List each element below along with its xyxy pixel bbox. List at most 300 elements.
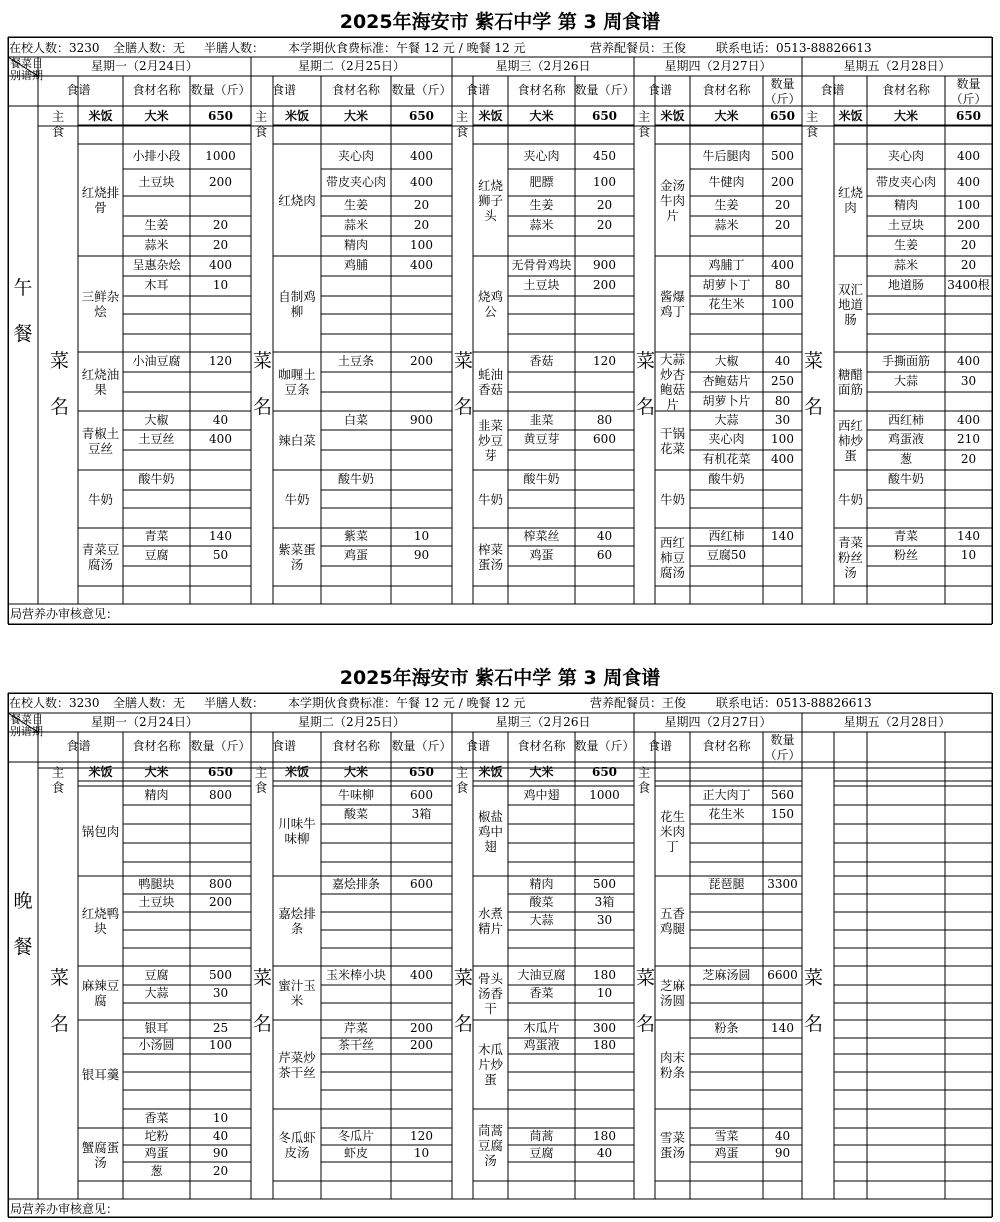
staple-dish: 米饭 [88, 765, 113, 779]
ingredient-name: 葱 [899, 452, 913, 466]
ingredient-name: 地道肠 [887, 278, 925, 292]
ingredient-qty: 120 [209, 354, 232, 368]
dish-name: 银耳羹 [81, 1066, 120, 1082]
ingredient-qty: 40 [774, 354, 791, 368]
ingredient-name: 肥膘 [529, 174, 554, 189]
dish-name: 五香鸡腿 [659, 906, 685, 936]
ingredient-name: 木瓜片 [523, 1021, 560, 1035]
ingredient-qty: 300 [593, 1021, 616, 1035]
ingredient-name: 豆腐50 [706, 548, 747, 562]
col-header-qty: 数量（斤） [574, 83, 635, 97]
dish-name: 川味牛味柳 [278, 816, 316, 846]
ingredient-name: 有机花菜 [702, 452, 751, 466]
info-field: 全膳人数：无 [113, 41, 186, 55]
dish-name: 辣白菜 [278, 433, 316, 448]
ingredient-name: 酸牛奶 [138, 472, 175, 486]
ingredient-name: 酸菜 [529, 895, 554, 909]
dish-name: 肉末粉条 [659, 1049, 685, 1080]
review-label: 局营养办审核意见： [10, 1202, 119, 1216]
review-label: 局营养办审核意见： [10, 607, 119, 621]
col-header-recipe: 食谱 [647, 739, 673, 753]
meal-label: 晚餐 [13, 890, 33, 958]
staple-label: 主食 [455, 765, 469, 795]
col-header-qty: 数量（斤） [391, 83, 452, 97]
ingredient-name: 夹心肉 [708, 432, 745, 446]
dish-name: 紫菜蛋汤 [278, 542, 316, 572]
ingredient-qty: 20 [774, 198, 791, 212]
col-header-ingredient: 食材名称 [517, 83, 566, 97]
ingredient-qty: 40 [212, 412, 229, 427]
dish-name: 麻辣豆腐 [81, 978, 120, 1008]
ingredient-name: 生姜 [343, 198, 369, 212]
ingredient-name: 榨菜丝 [523, 529, 560, 543]
ingredient-name: 冬瓜片 [337, 1128, 375, 1143]
col-header-recipe: 食谱 [271, 83, 297, 97]
ingredient-name: 胡萝卜丁 [702, 278, 751, 292]
day-header: 星期三（2月26日 [495, 715, 591, 729]
ingredient-name: 坨粉 [144, 1128, 169, 1143]
ingredient-name: 花生米 [708, 297, 745, 311]
ingredient-name: 小油豆腐 [132, 354, 181, 368]
col-header-recipe: 食谱 [66, 83, 91, 97]
dish-name: 青菜豆腐汤 [81, 542, 120, 572]
ingredient-qty: 100 [593, 174, 616, 189]
day-header: 星期五（2月28日） [843, 715, 951, 729]
ingredient-name: 蒜米 [893, 258, 919, 272]
ingredient-name: 生姜 [144, 218, 169, 232]
meal-label: 午餐 [13, 277, 33, 345]
dish-name: 花生米肉丁 [659, 808, 685, 854]
ingredient-qty: 20 [212, 1163, 229, 1178]
dish-name: 雪菜蛋汤 [659, 1130, 685, 1160]
ingredient-qty: 90 [774, 1145, 791, 1160]
ingredient-name: 大蒜 [714, 412, 739, 427]
ingredient-qty: 200 [593, 278, 616, 292]
ingredient-name: 青菜 [893, 529, 919, 543]
col-header-ingredient: 食材名称 [331, 83, 381, 97]
info-field: 营养配餐员：王俊 [590, 41, 687, 55]
ingredient-qty: 400 [410, 258, 433, 272]
staple-qty: 650 [408, 109, 435, 123]
col-header-ingredient: 食材名称 [132, 739, 181, 753]
ingredient-qty: 40 [596, 1145, 613, 1160]
ingredient-name: 精肉 [343, 238, 369, 252]
ingredient-name: 酸牛奶 [337, 472, 375, 486]
staple-ingredient: 大米 [714, 109, 739, 123]
ingredient-qty: 100 [410, 238, 433, 252]
ingredient-qty: 30 [596, 913, 613, 927]
dish-name: 水煮精片 [477, 906, 503, 936]
ingredient-qty: 200 [209, 174, 232, 189]
ingredient-qty: 30 [212, 986, 229, 1000]
dish-name: 咖喱土豆条 [278, 366, 316, 397]
ingredient-qty: 400 [957, 174, 980, 189]
staple-dish: 米饭 [478, 109, 503, 123]
staple-qty: 650 [207, 765, 234, 779]
ingredient-qty: 200 [410, 1021, 433, 1035]
ingredient-name: 芹菜 [343, 1021, 369, 1035]
ingredient-name: 酸菜 [343, 806, 369, 821]
ingredient-name: 小排小段 [132, 148, 181, 163]
ingredient-name: 蒜米 [529, 218, 554, 232]
ingredient-name: 蒜米 [144, 238, 169, 252]
dish-label: 菜名 [804, 350, 824, 418]
ingredient-name: 鸡蛋液 [523, 1038, 560, 1052]
ingredient-qty: 900 [410, 412, 433, 427]
col-header-qty: 数量（斤） [190, 739, 251, 753]
ingredient-name: 白菜 [343, 412, 369, 427]
staple-dish: 米饭 [478, 765, 503, 779]
staple-dish: 米饭 [660, 109, 685, 123]
dish-name: 红烧狮子头 [477, 177, 503, 223]
ingredient-qty: 20 [960, 452, 977, 466]
menu-title: 2025年海安市 紫石中学 第 3 周食谱 [339, 667, 661, 689]
ingredient-name: 夹心肉 [887, 148, 925, 163]
col-header-qty: 数量（斤） [764, 733, 801, 762]
ingredient-qty: 1000 [589, 787, 620, 802]
staple-ingredient: 大米 [343, 765, 369, 779]
ingredient-qty: 100 [771, 297, 794, 311]
ingredient-name: 精肉 [893, 198, 919, 212]
col-header-ingredient: 食材名称 [702, 739, 751, 753]
ingredient-qty: 600 [410, 877, 433, 891]
ingredient-qty: 1000 [205, 148, 236, 163]
ingredient-name: 无骨骨鸡块 [511, 258, 572, 272]
ingredient-qty: 210 [957, 432, 980, 446]
ingredient-qty: 140 [771, 529, 794, 543]
ingredient-name: 酸牛奶 [523, 472, 560, 486]
ingredient-name: 鸡蛋 [343, 548, 369, 562]
ingredient-qty: 400 [410, 967, 433, 982]
dish-name: 蜜汁玉米 [278, 978, 316, 1008]
ingredient-name: 大椒 [714, 354, 739, 368]
ingredient-qty: 10 [960, 548, 977, 562]
ingredient-name: 豆腐 [144, 548, 169, 562]
staple-label: 主食 [637, 765, 651, 795]
dish-name: 大蒜炒杏鲍菇片 [659, 351, 685, 412]
ingredient-name: 酸牛奶 [708, 472, 745, 486]
staple-dish: 米饭 [838, 109, 863, 123]
ingredient-qty: 150 [771, 806, 794, 821]
ingredient-name: 西红柿 [887, 412, 925, 427]
ingredient-qty: 500 [771, 148, 794, 163]
ingredient-name: 鸡蛋液 [887, 432, 925, 446]
ingredient-qty: 200 [209, 895, 232, 909]
dish-name: 西红柿炒蛋 [837, 418, 863, 463]
day-header: 星期四（2月27日） [664, 715, 772, 729]
info-field: 在校人数：3230 [9, 41, 100, 55]
ingredient-name: 蒜米 [714, 218, 739, 232]
ingredient-qty: 80 [774, 393, 791, 408]
info-field: 半膳人数： [204, 41, 265, 55]
ingredient-name: 夹心肉 [337, 148, 375, 163]
day-header: 星期二（2月25日） [298, 715, 405, 729]
ingredient-name: 呈惠杂烩 [132, 258, 181, 272]
dish-name: 蚝油香菇 [477, 366, 503, 397]
col-header-ingredient: 食材名称 [881, 83, 931, 97]
ingredient-name: 香菜 [529, 986, 554, 1000]
ingredient-name: 牛后腿肉 [702, 148, 751, 163]
ingredient-qty: 140 [771, 1021, 794, 1035]
ingredient-name: 胡萝卜片 [702, 393, 751, 408]
col-header-ingredient: 食材名称 [331, 739, 381, 753]
ingredient-name: 正大肉丁 [702, 787, 751, 802]
info-field: 联系电话：0513-88826613 [716, 41, 872, 55]
dish-name: 蟹腐蛋汤 [81, 1139, 120, 1170]
ingredient-name: 鸡脯 [343, 258, 369, 272]
dish-name: 芝麻汤圆 [659, 978, 685, 1008]
col-header-qty: 数量（斤） [574, 739, 635, 753]
staple-ingredient: 大米 [893, 109, 919, 123]
ingredient-name: 芝麻汤圆 [702, 967, 751, 982]
dish-name: 西红柿豆腐汤 [659, 534, 685, 580]
ingredient-qty: 20 [413, 198, 430, 212]
ingredient-qty: 90 [413, 548, 430, 562]
staple-ingredient: 大米 [529, 765, 554, 779]
dish-name: 椒盐鸡中翅 [477, 808, 503, 854]
ingredient-qty: 140 [957, 529, 980, 543]
ingredient-name: 鸡蛋 [714, 1145, 739, 1160]
dish-label: 菜名 [50, 967, 70, 1035]
dish-label: 菜名 [636, 967, 656, 1035]
staple-label: 主食 [805, 109, 819, 139]
ingredient-name: 大蒜 [144, 986, 169, 1000]
ingredient-name: 夹心肉 [523, 148, 560, 163]
ingredient-qty: 400 [771, 452, 794, 466]
ingredient-name: 木耳 [144, 278, 169, 292]
ingredient-qty: 30 [960, 374, 977, 388]
ingredient-qty: 800 [209, 787, 232, 802]
ingredient-name: 茼蒿 [529, 1128, 554, 1143]
corner-label-bottom: 别谱期 [10, 725, 43, 738]
menu-title: 2025年海安市 紫石中学 第 3 周食谱 [339, 11, 661, 33]
dish-name: 嘉烩排条 [278, 906, 316, 936]
dish-name: 金汤牛肉片 [659, 177, 685, 223]
staple-qty: 650 [408, 765, 435, 779]
staple-dish: 米饭 [284, 765, 310, 779]
ingredient-qty: 560 [771, 787, 794, 802]
dish-name: 红烧肉 [278, 192, 316, 208]
ingredient-name: 豆腐 [529, 1145, 554, 1160]
ingredient-qty: 30 [774, 412, 791, 427]
ingredient-name: 精肉 [144, 787, 169, 802]
ingredient-name: 葱 [150, 1163, 163, 1178]
info-field: 在校人数：3230 [9, 696, 100, 710]
ingredient-name: 大蒜 [893, 374, 919, 388]
ingredient-name: 虾皮 [343, 1145, 369, 1160]
corner-label-top: 餐菜目 [10, 57, 43, 70]
info-field: 半膳人数： [204, 696, 265, 710]
ingredient-qty: 400 [957, 412, 980, 427]
day-header: 星期一（2月24日） [91, 59, 198, 73]
ingredient-name: 鸡脯丁 [708, 258, 745, 272]
dish-name: 牛奶 [477, 491, 503, 507]
dish-name: 骨头汤香干 [477, 970, 503, 1016]
ingredient-qty: 500 [593, 877, 616, 891]
ingredient-name: 土豆块 [887, 218, 925, 232]
dish-name: 牛奶 [284, 491, 310, 507]
ingredient-name: 粉丝 [893, 548, 919, 562]
col-header-qty: 数量（斤） [950, 77, 987, 106]
col-header-recipe: 食谱 [820, 83, 845, 97]
staple-label: 主食 [637, 109, 651, 139]
ingredient-name: 生姜 [714, 198, 739, 212]
ingredient-qty: 100 [771, 432, 794, 446]
ingredient-qty: 3300 [767, 877, 798, 891]
ingredient-qty: 450 [593, 148, 616, 163]
ingredient-qty: 180 [593, 1128, 616, 1143]
dish-name: 红烧排骨 [81, 185, 120, 215]
ingredient-qty: 200 [957, 218, 980, 232]
ingredient-qty: 20 [960, 238, 977, 252]
ingredient-name: 酸牛奶 [887, 472, 925, 486]
col-header-recipe: 食谱 [66, 739, 91, 753]
ingredient-qty: 500 [209, 967, 232, 982]
ingredient-qty: 200 [410, 1038, 433, 1052]
ingredient-qty: 180 [593, 967, 616, 982]
ingredient-qty: 10 [212, 278, 229, 292]
dish-name: 茼蒿豆腐汤 [477, 1122, 503, 1168]
ingredient-qty: 6600 [767, 967, 798, 982]
dish-name: 榨菜蛋汤 [477, 542, 503, 572]
day-header: 星期五（2月28日） [843, 59, 951, 73]
staple-label: 主食 [51, 765, 65, 795]
day-header: 星期四（2月27日） [664, 59, 772, 73]
ingredient-name: 牛健肉 [708, 174, 745, 189]
dish-name: 青椒土豆丝 [81, 425, 120, 456]
ingredient-name: 黄豆芽 [523, 432, 560, 446]
ingredient-qty: 60 [596, 548, 613, 562]
dish-label: 菜名 [454, 967, 474, 1035]
dish-name: 红烧鸭块 [81, 906, 120, 936]
ingredient-name: 土豆块 [523, 278, 560, 292]
dish-name: 三鲜杂烩 [81, 289, 120, 319]
ingredient-name: 韭菜 [529, 412, 554, 427]
ingredient-name: 生姜 [529, 198, 554, 212]
ingredient-name: 杏鲍菇片 [702, 374, 751, 388]
staple-qty: 650 [207, 109, 234, 123]
col-header-qty: 数量（斤） [190, 83, 251, 97]
ingredient-name: 蒜米 [343, 218, 369, 232]
dish-name: 烧鸡公 [477, 289, 503, 319]
col-header-ingredient: 食材名称 [517, 739, 566, 753]
ingredient-name: 土豆条 [337, 354, 375, 368]
ingredient-name: 鸡蛋 [529, 548, 554, 562]
ingredient-name: 鸡中翅 [523, 787, 560, 802]
dish-name: 糖醋面筋 [837, 366, 863, 397]
ingredient-name: 嘉烩排条 [331, 877, 381, 891]
ingredient-qty: 200 [771, 174, 794, 189]
ingredient-qty: 20 [212, 238, 229, 252]
dish-name: 双汇地道肠 [837, 281, 863, 327]
staple-dish: 米饭 [88, 109, 113, 123]
ingredient-name: 茶干丝 [337, 1038, 375, 1052]
corner-label-top: 餐菜目 [10, 713, 43, 726]
dish-name: 冬瓜虾皮汤 [278, 1130, 316, 1160]
ingredient-name: 手撕面筋 [881, 354, 931, 368]
staple-label: 主食 [254, 765, 268, 795]
staple-ingredient: 大米 [529, 109, 554, 123]
ingredient-qty: 10 [413, 529, 430, 543]
info-field: 联系电话：0513-88826613 [716, 696, 872, 710]
dish-name: 红烧油果 [81, 366, 120, 397]
dish-label: 菜名 [636, 350, 656, 418]
ingredient-qty: 50 [212, 548, 229, 562]
ingredient-qty: 250 [771, 374, 794, 388]
staple-qty: 650 [955, 109, 982, 123]
ingredient-qty: 20 [596, 218, 613, 232]
ingredient-qty: 400 [957, 354, 980, 368]
dish-name: 牛奶 [87, 491, 113, 507]
ingredient-qty: 20 [960, 258, 977, 272]
ingredient-name: 紫菜 [343, 529, 369, 543]
dish-name: 红烧肉 [837, 185, 863, 215]
col-header-ingredient: 食材名称 [132, 83, 181, 97]
dish-name: 牛奶 [837, 491, 863, 507]
ingredient-name: 带皮夹心肉 [325, 174, 387, 189]
ingredient-qty: 400 [209, 258, 232, 272]
info-field: 全膳人数：无 [113, 696, 186, 710]
ingredient-qty: 40 [212, 1128, 229, 1143]
day-header: 星期三（2月26日 [495, 59, 591, 73]
col-header-recipe: 食谱 [647, 83, 673, 97]
ingredient-qty: 120 [593, 354, 616, 368]
ingredient-qty: 900 [593, 258, 616, 272]
ingredient-name: 香菇 [529, 354, 554, 368]
dish-name: 锅包肉 [81, 823, 120, 839]
dish-label: 菜名 [253, 350, 273, 418]
ingredient-qty: 600 [410, 787, 433, 802]
ingredient-qty: 100 [957, 198, 980, 212]
ingredient-qty: 400 [410, 174, 433, 189]
staple-ingredient: 大米 [343, 109, 369, 123]
ingredient-qty: 90 [212, 1145, 229, 1160]
staple-qty: 650 [591, 765, 618, 779]
staple-qty: 650 [769, 109, 796, 123]
ingredient-name: 牛味柳 [337, 787, 375, 802]
staple-label: 主食 [51, 109, 65, 139]
ingredient-name: 生姜 [893, 238, 919, 252]
dish-label: 菜名 [804, 967, 824, 1035]
ingredient-qty: 120 [410, 1128, 433, 1143]
ingredient-name: 小汤圆 [138, 1038, 175, 1052]
day-header: 星期一（2月24日） [91, 715, 198, 729]
info-field: 本学期伙食费标准：午餐 12 元 / 晚餐 12 元 [288, 41, 526, 55]
ingredient-qty: 80 [774, 278, 791, 292]
ingredient-qty: 40 [596, 529, 613, 543]
ingredient-qty: 800 [209, 877, 232, 891]
dish-name: 青菜粉丝汤 [837, 534, 863, 580]
ingredient-qty: 20 [212, 218, 229, 232]
ingredient-name: 青菜 [144, 529, 169, 543]
ingredient-name: 带皮夹心肉 [875, 174, 937, 189]
ingredient-name: 土豆块 [138, 174, 175, 189]
dish-name: 自制鸡柳 [278, 289, 316, 319]
col-header-qty: 数量（斤） [764, 77, 801, 106]
ingredient-name: 大油豆腐 [517, 967, 566, 982]
dish-label: 菜名 [454, 350, 474, 418]
ingredient-name: 鸭腿块 [138, 877, 175, 891]
ingredient-qty: 10 [413, 1145, 430, 1160]
dish-name: 干锅花菜 [659, 425, 685, 456]
staple-label: 主食 [254, 109, 268, 139]
ingredient-qty: 3箱 [594, 895, 615, 909]
info-field: 本学期伙食费标准：午餐 12 元 / 晚餐 12 元 [288, 696, 526, 710]
ingredient-qty: 10 [596, 986, 613, 1000]
ingredient-name: 土豆块 [138, 895, 175, 909]
day-header: 星期二（2月25日） [298, 59, 405, 73]
ingredient-qty: 400 [209, 432, 232, 446]
